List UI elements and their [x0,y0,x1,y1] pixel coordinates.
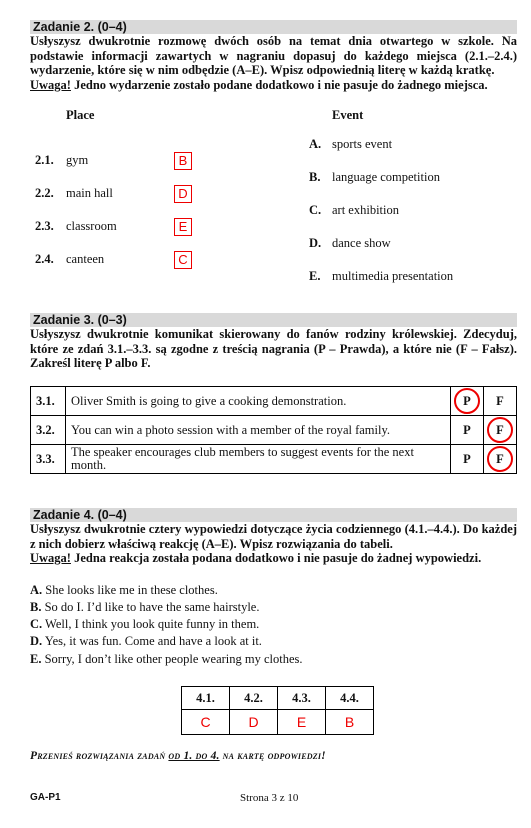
option-letter: B. [30,600,42,614]
option-letter: A. [30,583,43,597]
event-label: dance show [332,236,391,250]
table-row [31,445,517,474]
event-label: sports event [332,137,393,151]
task2-warning-label: Uwaga! [30,77,71,92]
false-letter: F [496,451,504,466]
event-letter: B. [309,170,321,184]
statement-number: 3.3. [31,445,66,474]
task2-instruction [30,34,517,92]
statement-number: 3.1. [31,387,66,416]
task4-warning-label: Uwaga! [30,551,71,565]
true-letter: P [463,451,471,466]
task3-header-text: Zadanie 3. (0–3) [33,313,127,327]
task4-header-text: Zadanie 4. (0–4) [33,508,127,522]
answer-box[interactable]: C [174,251,192,269]
reaction-option [30,617,259,632]
event-letter: C. [309,203,322,217]
answer-circle [487,417,513,443]
task3-instruction: Usłyszysz dwukrotnie komunikat skierowany do fanów rodziny królewskiej. Zdecyduj, które ze zdań 3.1.–3.3. są zgodne z treścią nagrania (P – Prawda), a które nie (F – Fałsz). Zakreśl literę P albo F. [30,327,517,370]
page-number: Strona 3 z 10 [240,792,299,804]
answer-cell[interactable]: C [182,710,230,735]
place-label: classroom [66,219,117,233]
option-text: Sorry, I don’t like other people wearing my clothes. [41,652,303,666]
reaction-option [30,634,262,649]
task4-instruction [30,522,517,566]
table-header-row [182,687,374,710]
reaction-option [30,652,303,667]
false-option[interactable] [484,445,517,474]
answer-box[interactable]: E [174,218,192,236]
statement-text: Oliver Smith is going to give a cooking demonstration. [66,387,451,416]
option-letter: C. [30,617,43,631]
answer-cell[interactable]: B [326,710,374,735]
reaction-option [30,600,259,615]
transfer-note-part1: Przenieś rozwiązania zadań [30,750,169,762]
task3-header [30,313,517,327]
place-label: canteen [66,252,105,266]
task4-header [30,508,517,522]
option-text: Yes, it was fun. Come and have a look at it. [42,634,262,648]
option-text: So do I. I’d like to have the same hairstyle. [41,600,260,614]
true-letter: P [463,393,471,408]
place-label: main hall [66,186,113,200]
table-row [31,387,517,416]
table-header-cell: 4.1. [182,687,230,710]
false-letter: F [496,393,504,408]
task2-warning-text: Jedno wydarzenie zostało podane dodatkowo i nie pasuje do żadnego miejsca. [70,77,488,92]
reaction-option [30,583,218,598]
event-letter: E. [309,269,321,283]
true-option[interactable] [451,445,484,474]
event-letter: D. [309,236,322,250]
option-letter: D. [30,634,43,648]
statement-number: 3.2. [31,416,66,445]
answer-box[interactable]: D [174,185,192,203]
task4-answer-table [181,686,374,735]
true-option[interactable] [451,416,484,445]
place-number: 2.2. [35,186,54,200]
task4-instruction-text: Usłyszysz dwukrotnie cztery wypowiedzi dotyczące życia codziennego (4.1.–4.4.). Do każdej z nich dobierz właściwą reakcję (A–E). Wpisz rozwiązania do tabeli. [30,522,517,551]
answer-box[interactable]: B [174,152,192,170]
answer-cell[interactable]: D [230,710,278,735]
event-label: language competition [332,170,440,184]
task3-table [30,386,517,474]
false-option[interactable] [484,416,517,445]
table-row [31,416,517,445]
option-text: Well, I think you look quite funny in them. [42,617,260,631]
event-label: multimedia presentation [332,269,454,283]
option-letter: E. [30,652,42,666]
statement-text: You can win a photo session with a member of the royal family. [66,416,451,445]
answer-circle [487,446,513,472]
table-header-cell: 4.3. [278,687,326,710]
event-label: art exhibition [332,203,399,217]
table-header-cell: 4.2. [230,687,278,710]
false-option[interactable] [484,387,517,416]
table-header-cell: 4.4. [326,687,374,710]
event-letter: A. [309,137,322,151]
task2-header [30,20,517,34]
task2-instruction-text: Usłyszysz dwukrotnie rozmowę dwóch osób na temat dnia otwartego w szkole. Na podstawie informacji zawartych w nagraniu dopasuj do każdego miejsca (2.1.–2.4.) wydarzenie, które się w nim odbędzie (A–E). Wpisz odpowiednią literę w każdą kratkę. [30,34,517,77]
place-heading: Place [66,108,95,122]
true-option[interactable] [451,387,484,416]
transfer-note-part3: na kartę odpowiedzi! [219,750,326,762]
answer-cell[interactable]: E [278,710,326,735]
answer-circle [454,388,480,414]
exam-code: GA-P1 [30,792,61,803]
place-label: gym [66,153,89,167]
transfer-note-part2: od 1. do 4. [168,750,220,762]
place-number: 2.4. [35,252,54,266]
event-heading: Event [332,108,364,122]
task2-header-text: Zadanie 2. (0–4) [33,20,127,34]
place-number: 2.3. [35,219,54,233]
true-letter: P [463,422,471,437]
statement-text: The speaker encourages club members to suggest events for the next month. [66,445,451,474]
option-text: She looks like me in these clothes. [42,583,218,597]
place-number: 2.1. [35,153,54,167]
false-letter: F [496,422,504,437]
transfer-note [30,750,326,762]
task4-warning-text: Jedna reakcja została podana dodatkowo i nie pasuje do żadnej wypowiedzi. [70,551,482,565]
table-answer-row [182,710,374,735]
